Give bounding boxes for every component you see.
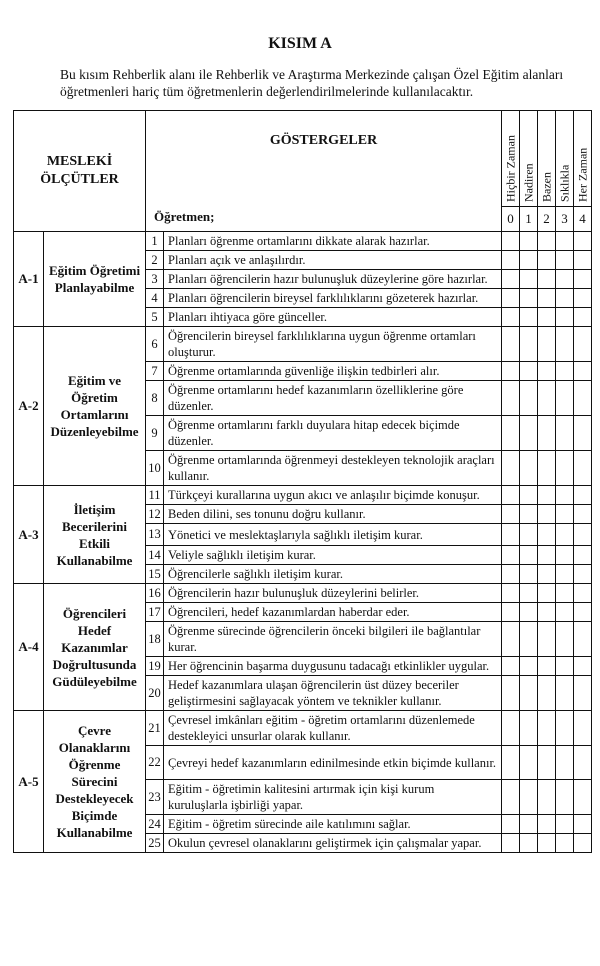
rating-cell[interactable] — [502, 622, 520, 657]
item-text: Planları öğrencilerin bireysel farklılıklarını gözeterek hazırlar. — [164, 289, 502, 308]
item-text: Öğrencilerle sağlıklı iletişim kurar. — [164, 565, 502, 584]
table-row — [14, 327, 592, 362]
freq-label: Bazen — [539, 172, 554, 202]
rating-cell[interactable] — [574, 362, 592, 381]
rating-cell[interactable] — [520, 270, 538, 289]
item-number: 9 — [146, 416, 164, 451]
rating-cell[interactable] — [538, 657, 556, 676]
rating-cell[interactable] — [556, 381, 574, 416]
section-label: Çevre Olanaklarını Öğrenme Sürecini Destekleyecek Biçimde Kullanabilme — [44, 711, 146, 853]
item-number: 12 — [146, 505, 164, 524]
rating-cell[interactable] — [574, 565, 592, 584]
rating-cell[interactable] — [520, 327, 538, 362]
item-number: 6 — [146, 327, 164, 362]
item-text: Öğrencileri, hedef kazanımlardan haberdar eder. — [164, 603, 502, 622]
rating-cell[interactable] — [556, 834, 574, 853]
rating-cell[interactable] — [556, 711, 574, 746]
scale-3: 3 — [556, 207, 574, 232]
rating-cell[interactable] — [574, 603, 592, 622]
rating-cell[interactable] — [574, 451, 592, 486]
rating-cell[interactable] — [520, 584, 538, 603]
rating-cell[interactable] — [538, 546, 556, 565]
rating-cell[interactable] — [574, 584, 592, 603]
rating-cell[interactable] — [556, 676, 574, 711]
rating-cell[interactable] — [502, 451, 520, 486]
rating-cell[interactable] — [574, 746, 592, 780]
item-number: 16 — [146, 584, 164, 603]
criteria-header-line1: MESLEKİ — [46, 154, 113, 169]
rating-cell[interactable] — [556, 657, 574, 676]
item-number: 2 — [146, 251, 164, 270]
rating-cell[interactable] — [538, 308, 556, 327]
criteria-header-line2: ÖLÇÜTLER — [40, 172, 119, 187]
item-text: Okulun çevresel olanaklarını geliştirmek için çalışmalar yapar. — [164, 834, 502, 853]
item-text: Yönetici ve meslektaşlarıyla sağlıklı iletişim kurar. — [164, 524, 502, 546]
rating-cell[interactable] — [520, 834, 538, 853]
table-row — [14, 711, 592, 746]
rating-cell[interactable] — [574, 815, 592, 834]
rating-cell[interactable] — [502, 362, 520, 381]
rating-cell[interactable] — [520, 381, 538, 416]
rating-cell[interactable] — [502, 308, 520, 327]
rating-cell[interactable] — [538, 486, 556, 505]
rating-cell[interactable] — [520, 505, 538, 524]
rating-cell[interactable] — [556, 622, 574, 657]
freq-label: Her Zaman — [575, 147, 590, 202]
rating-cell[interactable] — [556, 270, 574, 289]
rating-cell[interactable] — [574, 676, 592, 711]
freq-label: Nadiren — [521, 163, 536, 202]
rating-cell[interactable] — [520, 524, 538, 546]
item-number: 13 — [146, 524, 164, 546]
freq-sometimes — [538, 111, 556, 207]
section-code: A-3 — [14, 486, 44, 584]
rating-cell[interactable] — [538, 381, 556, 416]
rating-cell[interactable] — [520, 451, 538, 486]
rating-cell[interactable] — [556, 232, 574, 251]
rating-cell[interactable] — [502, 711, 520, 746]
page-title: KISIM A — [268, 35, 332, 52]
item-number: 14 — [146, 546, 164, 565]
table-row — [14, 232, 592, 251]
rating-cell[interactable] — [574, 711, 592, 746]
rating-cell[interactable] — [556, 524, 574, 546]
freq-label: Hiçbir Zaman — [503, 135, 518, 202]
section-label: İletişim Becerilerini Etkili Kullanabilme — [44, 486, 146, 584]
rating-cell[interactable] — [556, 486, 574, 505]
rating-cell[interactable] — [502, 381, 520, 416]
rating-cell[interactable] — [520, 746, 538, 780]
rating-cell[interactable] — [574, 270, 592, 289]
item-number: 1 — [146, 232, 164, 251]
criteria-header — [14, 111, 146, 232]
rating-cell[interactable] — [520, 289, 538, 308]
item-number: 24 — [146, 815, 164, 834]
intro-text: Bu kısım Rehberlik alanı ile Rehberlik ve Araştırma Merkezinde çalışan Özel Eğitim alanları öğretmenleri hariç tüm öğretmenlerin değerlendirilmelerinde kullanılacaktır. — [60, 67, 564, 99]
rating-cell[interactable] — [520, 780, 538, 815]
rating-cell[interactable] — [538, 834, 556, 853]
freq-never — [502, 111, 520, 207]
item-number: 15 — [146, 565, 164, 584]
rating-cell[interactable] — [556, 815, 574, 834]
item-text: Planları öğrenme ortamlarını dikkate alarak hazırlar. — [164, 232, 502, 251]
table-row — [14, 584, 592, 603]
item-number: 7 — [146, 362, 164, 381]
rating-cell[interactable] — [574, 381, 592, 416]
rating-cell[interactable] — [538, 603, 556, 622]
freq-always — [574, 111, 592, 207]
item-text: Eğitim - öğretim sürecinde aile katılımını sağlar. — [164, 815, 502, 834]
section-code: A-1 — [14, 232, 44, 327]
rating-cell[interactable] — [502, 505, 520, 524]
rating-cell[interactable] — [574, 289, 592, 308]
header-row — [14, 111, 592, 207]
rating-cell[interactable] — [556, 308, 574, 327]
rating-cell[interactable] — [520, 676, 538, 711]
rating-cell[interactable] — [502, 232, 520, 251]
rating-cell[interactable] — [574, 327, 592, 362]
rating-cell[interactable] — [520, 565, 538, 584]
rating-cell[interactable] — [520, 251, 538, 270]
rating-cell[interactable] — [538, 270, 556, 289]
rating-cell[interactable] — [556, 251, 574, 270]
rating-cell[interactable] — [574, 622, 592, 657]
rating-cell[interactable] — [502, 270, 520, 289]
scale-2: 2 — [538, 207, 556, 232]
rating-cell[interactable] — [538, 289, 556, 308]
freq-rarely — [520, 111, 538, 207]
rating-cell[interactable] — [538, 251, 556, 270]
item-text: Veliyle sağlıklı iletişim kurar. — [164, 546, 502, 565]
item-text: Planları açık ve anlaşılırdır. — [164, 251, 502, 270]
item-text: Öğrenme ortamlarını farklı duyulara hitap edecek biçimde düzenler. — [164, 416, 502, 451]
scale-4: 4 — [574, 207, 592, 232]
item-text: Öğrenme ortamlarında güvenliğe ilişkin tedbirleri alır. — [164, 362, 502, 381]
rating-cell[interactable] — [520, 711, 538, 746]
rating-cell[interactable] — [538, 362, 556, 381]
freq-label: Sıklıkla — [557, 164, 572, 202]
rating-cell[interactable] — [538, 505, 556, 524]
rating-cell[interactable] — [502, 524, 520, 546]
rating-cell[interactable] — [520, 232, 538, 251]
item-number: 20 — [146, 676, 164, 711]
rating-cell[interactable] — [520, 416, 538, 451]
item-number: 22 — [146, 746, 164, 780]
rating-cell[interactable] — [556, 565, 574, 584]
section-code: A-4 — [14, 584, 44, 711]
item-text: Öğrenme ortamlarında öğrenmeyi destekleyen teknolojik araçları kullanır. — [164, 451, 502, 486]
rating-cell[interactable] — [556, 603, 574, 622]
item-text: Çevreyi hedef kazanımların edinilmesinde etkin biçimde kullanır. — [164, 746, 502, 780]
rating-cell[interactable] — [574, 232, 592, 251]
indicators-header — [146, 111, 502, 232]
scale-1: 1 — [520, 207, 538, 232]
item-text: Her öğrencinin başarma duygusunu tadacağı etkinlikler uygular. — [164, 657, 502, 676]
rating-cell[interactable] — [520, 657, 538, 676]
section-label: Eğitim Öğretimi Planlayabilme — [44, 232, 146, 327]
rating-cell[interactable] — [574, 834, 592, 853]
item-number: 5 — [146, 308, 164, 327]
item-number: 21 — [146, 711, 164, 746]
item-text: Eğitim - öğretimin kalitesini artırmak için kişi kurum kuruluşlarla işbirliği yapar. — [164, 780, 502, 815]
rating-cell[interactable] — [538, 451, 556, 486]
rating-cell[interactable] — [556, 505, 574, 524]
rating-cell[interactable] — [538, 565, 556, 584]
item-text: Planları öğrencilerin hazır bulunuşluk düzeylerine göre hazırlar. — [164, 270, 502, 289]
section-code: A-5 — [14, 711, 44, 853]
item-number: 10 — [146, 451, 164, 486]
rating-cell[interactable] — [538, 232, 556, 251]
rating-cell[interactable] — [556, 327, 574, 362]
indicators-title: GÖSTERGELER — [269, 133, 378, 148]
scale-0: 0 — [502, 207, 520, 232]
table-row — [14, 486, 592, 505]
rating-cell[interactable] — [574, 546, 592, 565]
rating-cell[interactable] — [502, 565, 520, 584]
item-text: Türkçeyi kurallarına uygun akıcı ve anlaşılır biçimde konuşur. — [164, 486, 502, 505]
rating-cell[interactable] — [574, 657, 592, 676]
rating-cell[interactable] — [538, 584, 556, 603]
rating-cell[interactable] — [574, 251, 592, 270]
rating-cell[interactable] — [502, 584, 520, 603]
rating-cell[interactable] — [502, 780, 520, 815]
rating-cell[interactable] — [502, 289, 520, 308]
rating-cell[interactable] — [502, 327, 520, 362]
rating-cell[interactable] — [538, 746, 556, 780]
rating-cell[interactable] — [502, 834, 520, 853]
rating-cell[interactable] — [538, 780, 556, 815]
rating-cell[interactable] — [502, 676, 520, 711]
rating-cell[interactable] — [502, 251, 520, 270]
rating-cell[interactable] — [502, 815, 520, 834]
rating-cell[interactable] — [574, 486, 592, 505]
rating-cell[interactable] — [538, 622, 556, 657]
rating-cell[interactable] — [502, 416, 520, 451]
item-text: Öğrenme ortamlarını hedef kazanımların özelliklerine göre düzenler. — [164, 381, 502, 416]
rating-cell[interactable] — [502, 746, 520, 780]
item-number: 19 — [146, 657, 164, 676]
rating-cell[interactable] — [502, 486, 520, 505]
item-number: 11 — [146, 486, 164, 505]
rating-cell[interactable] — [520, 362, 538, 381]
rating-cell[interactable] — [538, 815, 556, 834]
rating-cell[interactable] — [520, 486, 538, 505]
rating-cell[interactable] — [556, 780, 574, 815]
rating-cell[interactable] — [538, 524, 556, 546]
section-label: Eğitim ve Öğretim Ortamlarını Düzenleyebilme — [44, 327, 146, 486]
item-text: Planları ihtiyaca göre günceller. — [164, 308, 502, 327]
rating-cell[interactable] — [556, 362, 574, 381]
rating-cell[interactable] — [538, 711, 556, 746]
rating-cell[interactable] — [538, 416, 556, 451]
freq-often — [556, 111, 574, 207]
item-number: 18 — [146, 622, 164, 657]
rating-cell[interactable] — [556, 289, 574, 308]
rating-cell[interactable] — [574, 505, 592, 524]
section-label: Öğrencileri Hedef Kazanımlar Doğrultusunda Güdüleyebilme — [44, 584, 146, 711]
rating-cell[interactable] — [556, 416, 574, 451]
item-number: 3 — [146, 270, 164, 289]
evaluation-table — [13, 110, 592, 853]
rating-cell[interactable] — [574, 416, 592, 451]
item-text: Öğrencilerin hazır bulunuşluk düzeylerini belirler. — [164, 584, 502, 603]
item-text: Hedef kazanımlara ulaşan öğrencilerin üst düzey beceriler geliştirmesini sağlayacak yöntem ve teknikler kullanır. — [164, 676, 502, 711]
rating-cell[interactable] — [556, 451, 574, 486]
rating-cell[interactable] — [538, 676, 556, 711]
item-text: Beden dilini, ses tonunu doğru kullanır. — [164, 505, 502, 524]
item-text: Çevresel imkânları eğitim - öğretim ortamlarını düzenlemede destekleyici unsurlar olarak kullanır. — [164, 711, 502, 746]
rating-cell[interactable] — [556, 546, 574, 565]
item-text: Öğrenme sürecinde öğrencilerin önceki bilgileri ile bağlantılar kurar. — [164, 622, 502, 657]
item-number: 17 — [146, 603, 164, 622]
teacher-label: Öğretmen; — [154, 209, 215, 224]
item-number: 8 — [146, 381, 164, 416]
rating-cell[interactable] — [520, 622, 538, 657]
rating-cell[interactable] — [574, 780, 592, 815]
item-text: Öğrencilerin bireysel farklılıklarına uygun öğrenme ortamları oluşturur. — [164, 327, 502, 362]
rating-cell[interactable] — [502, 603, 520, 622]
rating-cell[interactable] — [520, 603, 538, 622]
rating-cell[interactable] — [556, 746, 574, 780]
rating-cell[interactable] — [556, 584, 574, 603]
rating-cell[interactable] — [574, 524, 592, 546]
item-number: 25 — [146, 834, 164, 853]
rating-cell[interactable] — [520, 815, 538, 834]
rating-cell[interactable] — [574, 308, 592, 327]
item-number: 4 — [146, 289, 164, 308]
rating-cell[interactable] — [538, 327, 556, 362]
rating-cell[interactable] — [520, 546, 538, 565]
rating-cell[interactable] — [502, 546, 520, 565]
section-code: A-2 — [14, 327, 44, 486]
rating-cell[interactable] — [520, 308, 538, 327]
rating-cell[interactable] — [502, 657, 520, 676]
item-number: 23 — [146, 780, 164, 815]
